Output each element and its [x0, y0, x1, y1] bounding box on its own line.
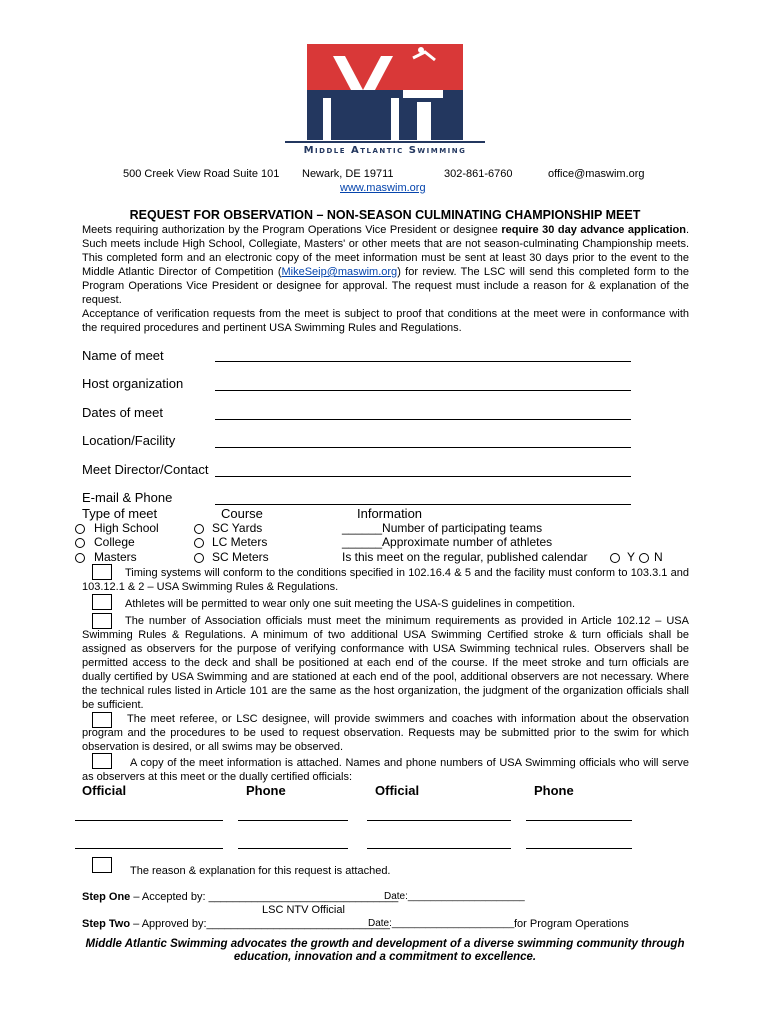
condition-officials: The number of Association officials must meet the minimum requirements as provided in Article 102.12 – USA Swimming Rules & Regulations. A minimum of two additional USA Swimming Certified stroke & turn officials shall be assigned as observers for the purpose of verifying conformance with USA Swimming technical rules. Observers shall be permitted access to the deck and shall be positioned at each end of the course. If the meet stroke and turn officials are dually certified by USA Swimming and are stationed at each end of the pool, additional observers are not necessary. Where the technical rules listed in Article 101 are the same as the host organization, the judgment of the organization officials shall be sufficient.: [82, 615, 689, 711]
website-wrap: [340, 182, 426, 194]
official-2-phone-row-1[interactable]: [526, 820, 632, 821]
intro-text-a: Meets requiring authorization by the Program Operations Vice President or designee: [82, 224, 502, 236]
calendar-no-label: N: [654, 550, 663, 564]
acceptance-paragraph: Acceptance of verification requests from the meet is subject to proof that conditions at the meet were in conformance with the required procedures and pertinent USA Swimming Rules and Regulations.: [82, 308, 689, 334]
step-two-label: Step Two: [82, 918, 131, 930]
radio-sc-yards[interactable]: [194, 524, 204, 534]
phone-header-1: Phone: [246, 783, 286, 798]
radio-masters[interactable]: [75, 553, 85, 563]
label-dates: Dates of meet: [82, 405, 163, 420]
director-email-link[interactable]: MikeSeip@maswim.org: [281, 266, 398, 278]
step-one-label: Step One: [82, 891, 131, 903]
radio-calendar-no[interactable]: [639, 553, 649, 563]
step-one-text: – Accepted by: _______________________________: [130, 891, 399, 903]
step-two-date[interactable]: Date:______________________: [368, 918, 515, 929]
radio-calendar-yes[interactable]: [610, 553, 620, 563]
input-location[interactable]: [215, 447, 631, 448]
condition-timing: Timing systems will conform to the conditions specified in 102.16.4 & 5 and the facility must conform to 103.3.1 and 103.12.1 & 2 – USA Swimming Rules & Regulations.: [82, 567, 689, 593]
address: 500 Creek View Road Suite 101: [123, 168, 280, 180]
step-two-text: – Approved by:______________________________: [130, 918, 391, 930]
phone-header-2: Phone: [534, 783, 574, 798]
page-title: REQUEST FOR OBSERVATION – NON-SEASON CULMINATING CHAMPIONSHIP MEET: [129, 208, 641, 222]
intro-text-b: . Such meets include High School, Collegiate, Masters' or other meets that are not season-culminating Championship meets. This completed form and an electronic copy of the meet information must be sent at least 30 days prior to the event to the Middle Atlantic Director of Competition (: [82, 224, 690, 278]
input-director[interactable]: [215, 476, 631, 477]
input-host-org[interactable]: [215, 390, 631, 391]
official-2-name-row-2[interactable]: [367, 848, 511, 849]
type-masters-label: Masters: [94, 550, 137, 564]
footer-motto-line-1: Middle Atlantic Swimming advocates the growth and development of a diverse swimming community through: [85, 938, 685, 950]
official-1-phone-row-1[interactable]: [238, 820, 348, 821]
input-dates[interactable]: [215, 419, 631, 420]
footer-motto-line-2: education, innovation and a commitment to excellence.: [233, 951, 537, 963]
website-link[interactable]: www.maswim.org: [340, 182, 426, 194]
info-calendar: Is this meet on the regular, published calendar: [342, 550, 588, 564]
label-name-of-meet: Name of meet: [82, 348, 164, 363]
calendar-yes-label: Y: [627, 550, 636, 564]
information-header: Information: [357, 506, 423, 521]
course-sc-yards-label: SC Yards: [212, 521, 263, 535]
course-header: Course: [221, 506, 263, 521]
condition-referee: The meet referee, or LSC designee, will provide swimmers and coaches with information about the observation program and the procedures to be used to request observation. Requests may be submitted prior to the swim for which observation is desired, or all swims may be observed.: [82, 713, 689, 753]
condition-meet-info: A copy of the meet information is attached. Names and phone numbers of USA Swimming officials who will serve as observers at this meet or the dually certified officials:: [82, 757, 689, 783]
condition-suit: Athletes will be permitted to wear only one suit meeting the USA-S guidelines in competition.: [125, 598, 576, 610]
label-host-org: Host organization: [82, 376, 184, 391]
reason-text: The reason & explanation for this request is attached.: [130, 865, 391, 877]
info-teams: ______Number of participating teams: [342, 521, 543, 535]
checkbox-suit[interactable]: [92, 594, 112, 610]
checkbox-reason[interactable]: [92, 857, 112, 873]
official-2-phone-row-2[interactable]: [526, 848, 632, 849]
type-high-school-label: High School: [94, 521, 159, 535]
official-header-2: Official: [375, 783, 420, 798]
radio-college[interactable]: [75, 538, 85, 548]
step-two: [82, 917, 390, 931]
step-one-date[interactable]: Date:_____________________: [384, 891, 525, 902]
label-email-phone: E-mail & Phone: [82, 490, 173, 505]
course-sc-meters-label: SC Meters: [212, 550, 269, 564]
radio-lc-meters[interactable]: [194, 538, 204, 548]
course-lc-meters-label: LC Meters: [212, 535, 268, 549]
input-email-phone[interactable]: [215, 504, 631, 505]
radio-sc-meters[interactable]: [194, 553, 204, 563]
info-athletes: ______Approximate number of athletes: [342, 535, 553, 549]
official-2-name-row-1[interactable]: [367, 820, 511, 821]
label-location: Location/Facility: [82, 433, 176, 448]
official-1-name-row-2[interactable]: [75, 848, 223, 849]
intro-text-bold: require 30 day advance application: [501, 224, 686, 236]
for-program-operations: for Program Operations: [514, 918, 629, 930]
city: Newark, DE 19711: [302, 168, 394, 180]
email: office@maswim.org: [548, 168, 645, 180]
lsc-ntv-official-label: LSC NTV Official: [262, 904, 345, 916]
input-name-of-meet[interactable]: [215, 361, 631, 362]
phone: 302-861-6760: [444, 168, 513, 180]
step-one: [82, 890, 398, 904]
type-college-label: College: [94, 535, 135, 549]
official-header-1: Official: [82, 783, 127, 798]
logo-org-name: Middle Atlantic Swimming: [285, 141, 485, 156]
intro-text-c: ) for review. The LSC will send this completed form to the Program Operations Vice President or designee for approval. The request must include a reason for & explanation of the request.: [82, 266, 689, 306]
radio-high-school[interactable]: [75, 524, 85, 534]
official-1-phone-row-2[interactable]: [238, 848, 348, 849]
type-of-meet-header: Type of meet: [82, 506, 158, 521]
official-1-name-row-1[interactable]: [75, 820, 223, 821]
intro-paragraph: [82, 223, 689, 307]
label-director: Meet Director/Contact: [82, 462, 209, 477]
logo: [285, 36, 485, 160]
